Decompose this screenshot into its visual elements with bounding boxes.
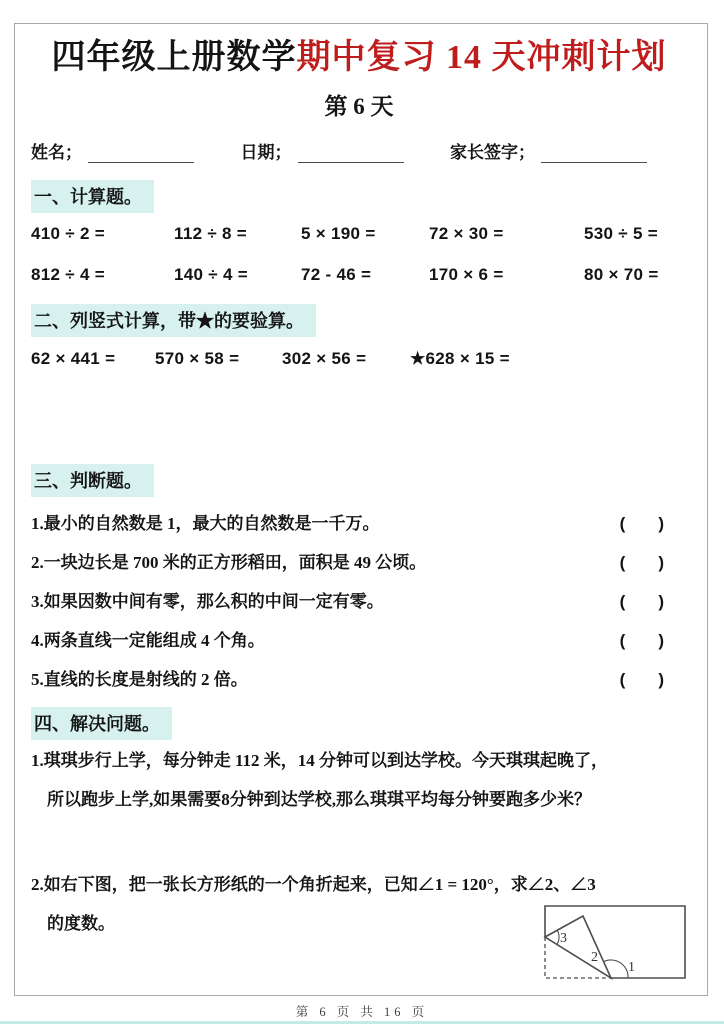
judgement-item [31, 591, 687, 614]
day-subtitle: 第 6 天 [324, 94, 394, 120]
section3-header: 三、判断题。 [31, 464, 154, 497]
word-problem-2-line2: 的度数。 [47, 913, 115, 933]
angle-3-label: 3 [560, 931, 567, 946]
judgement-text: 2.一块边长是 700 米的正方形稻田，面积是 49 公顷。 [31, 553, 427, 573]
vertical-calc-problem: ★628 × 15 = [410, 349, 510, 369]
judgement-item [31, 552, 687, 575]
name-input-line[interactable] [88, 143, 194, 163]
meta-row [31, 138, 687, 163]
judgement-list [31, 513, 687, 692]
page-border-frame [14, 23, 708, 996]
vertical-calc-problem: 62 × 441 = [31, 349, 116, 369]
word-problem-1 [31, 752, 687, 808]
parent-sign-field-group [450, 138, 647, 163]
page-number-footer: 第 6 页 共 16 页 [295, 1005, 429, 1019]
answer-bracket[interactable]: ( ) [619, 591, 664, 611]
answer-bracket[interactable]: ( ) [619, 553, 664, 573]
calc-problem: 410 ÷ 2 = [31, 224, 105, 244]
working-space [31, 369, 687, 451]
section1-header: 一、计算题。 [31, 180, 154, 213]
answer-bracket[interactable]: ( ) [619, 669, 664, 689]
judgement-text: 3.如果因数中间有零，那么积的中间一定有零。 [31, 591, 384, 611]
calc-problem: 140 ÷ 4 = [174, 265, 248, 285]
title-black-part: 四年级上册数学 [51, 39, 297, 76]
judgement-text: 1.最小的自然数是 1，最大的自然数是一千万。 [31, 514, 380, 534]
name-field-group [31, 138, 194, 163]
judgement-item [31, 669, 687, 692]
judgement-item [31, 513, 687, 536]
date-input-line[interactable] [298, 143, 404, 163]
date-label: 日期； [240, 143, 292, 163]
name-label: 姓名； [31, 143, 82, 163]
calc-problem: 112 ÷ 8 = [174, 224, 248, 244]
parent-sign-label: 家长签字； [450, 143, 535, 163]
vertical-calc-problem: 302 × 56 = [282, 349, 367, 369]
page-title [31, 38, 687, 77]
judgement-text: 4.两条直线一定能组成 4 个角。 [31, 630, 265, 650]
judgement-text: 5.直线的长度是射线的 2 倍。 [31, 669, 248, 689]
vertical-calculation-row [31, 349, 687, 369]
vertical-calc-problem: 570 × 58 = [155, 349, 240, 369]
word-problem-2-line1: 2.如右下图，把一张长方形纸的一个角折起来，已知∠1 = 120°，求∠2、∠3 [31, 874, 596, 894]
calc-problem: 80 × 70 = [584, 265, 659, 285]
calc-problem: 5 × 190 = [301, 224, 376, 244]
calc-problem: 170 × 6 = [429, 265, 504, 285]
angle-2-label: 2 [591, 950, 598, 965]
word-problem-1-line2: 所以跑步上学,如果需要8分钟到达学校,那么琪琪平均每分钟要跑多少米？ [47, 789, 591, 809]
parent-sign-input-line[interactable] [541, 143, 647, 163]
folded-rectangle-diagram [542, 901, 690, 985]
judgement-item [31, 630, 687, 653]
date-field-group [241, 138, 404, 163]
calc-problem: 72 × 30 = [429, 224, 504, 244]
angle-1-label: 1 [628, 960, 635, 975]
calc-problem: 530 ÷ 5 = [584, 224, 658, 244]
calculation-grid [31, 224, 687, 285]
word-problem-1-line1: 1.琪琪步行上学，每分钟走 112 米，14 分钟可以到达学校。今天琪琪起晚了， [31, 750, 609, 770]
folded-rectangle-svg [542, 901, 690, 985]
title-red-part: 期中复习 14 天冲刺计划 [296, 39, 667, 76]
answer-bracket[interactable]: ( ) [619, 630, 664, 650]
calc-problem: 72 - 46 = [301, 265, 372, 285]
answer-bracket[interactable]: ( ) [619, 514, 664, 534]
section4-header: 四、解决问题。 [31, 707, 172, 740]
section2-header: 二、列竖式计算，带★的要验算。 [31, 304, 316, 337]
calc-problem: 812 ÷ 4 = [31, 265, 105, 285]
